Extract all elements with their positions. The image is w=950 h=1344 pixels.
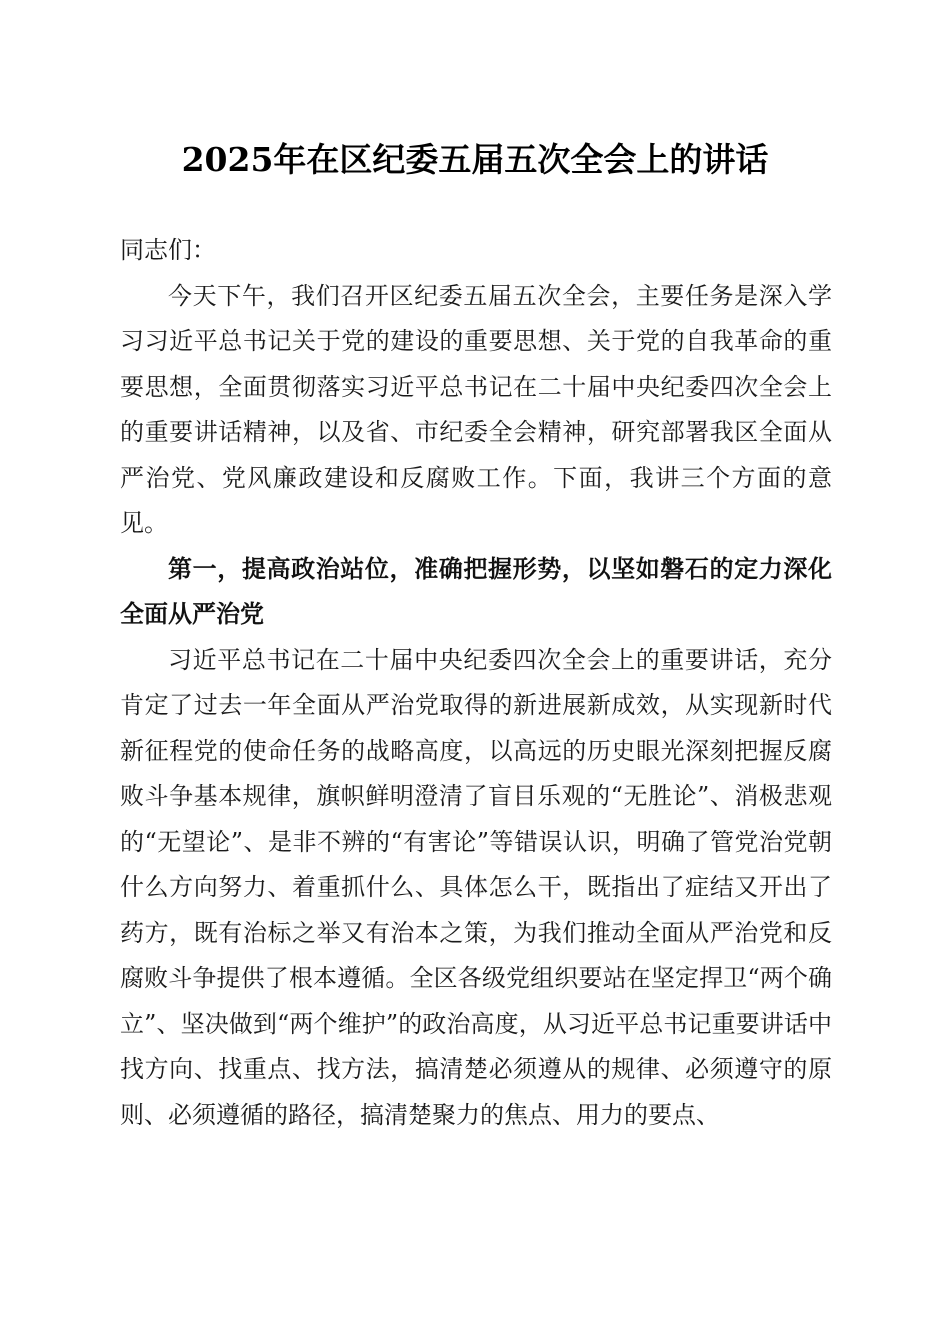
document-body (120, 228, 832, 1138)
section-1-paragraph: 习近平总书记在二十届中央纪委四次全会上的重要讲话，充分肯定了过去一年全面从严治党取得的新进展新成效，从实现新时代新征程党的使命任务的战略高度，以高远的历史眼光深刻把握反腐败斗争基本规律，旗帜鲜明澄清了盲目乐观的“无胜论”、消极悲观的“无望论”、是非不辨的“有害论”等错误认识，明确了管党治党朝什么方向努力、着重抓什么、具体怎么干，既指出了症结又开出了药方，既有治标之举又有治本之策，为我们推动全面从严治党和反腐败斗争提供了根本遵循。全区各级党组织要站在坚定捍卫“两个确立”、坚决做到“两个维护”的政治高度，从习近平总书记重要讲话中找方向、找重点、找方法，搞清楚必须遵从的规律、必须遵守的原则、必须遵循的路径，搞清楚聚力的焦点、用力的要点、 (120, 645, 832, 1129)
section-heading-1: 第一，提高政治站位，准确把握形势，以坚如磐石的定力深化全面从严治党 (120, 554, 832, 628)
document-title: 2025年在区纪委五届五次全会上的讲话 (181, 140, 769, 179)
salutation: 同志们： (120, 236, 216, 264)
intro-paragraph: 今天下午，我们召开区纪委五届五次全会，主要任务是深入学习习近平总书记关于党的建设的重要思想、关于党的自我革命的重要思想，全面贯彻落实习近平总书记在二十届中央纪委四次全会上的重要讲话精神，以及省、市纪委全会精神，研究部署我区全面从严治党、党风廉政建设和反腐败工作。下面，我讲三个方面的意见。 (120, 281, 832, 537)
